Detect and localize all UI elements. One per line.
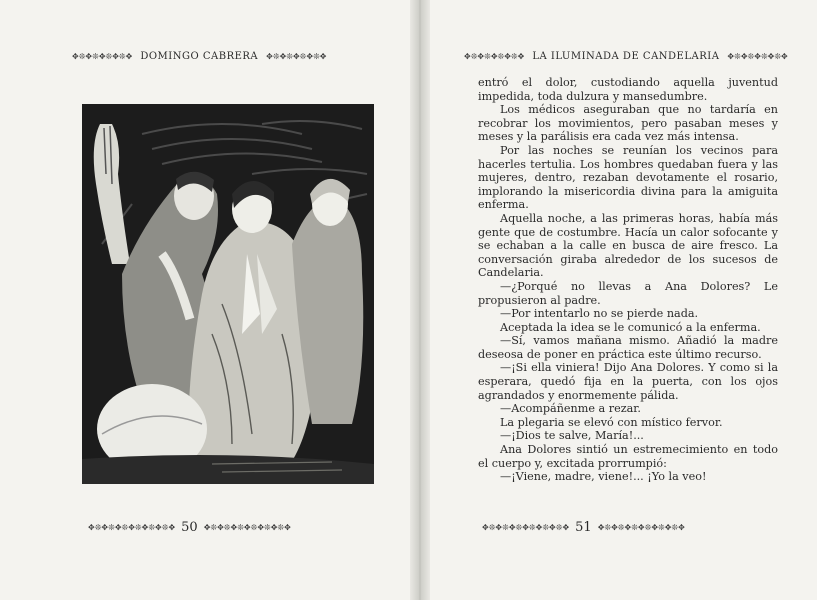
right-page-header <box>464 51 788 62</box>
page-number: 51 <box>575 520 592 535</box>
right-page <box>430 0 817 600</box>
right-page-footer <box>482 520 685 535</box>
page-number: 50 <box>181 520 198 535</box>
paragraph: —¡Viene, madre, viene!... ¡Yo la veo! <box>500 470 707 484</box>
footer-ornament-left: ✥❊✥❊✥❊✥❊✥❊✥❊✥ <box>482 523 570 532</box>
paragraph: Por las noches se reunían los vecinos para hacerles tertulia. Los hombres quedaban fuera y las mujeres, dentro, rezaban devotamente el rosario, implorando la misericordia divina para la amiguita enferma. <box>478 143 778 212</box>
paragraph: Aceptada la idea se le comunicó a la enferma. <box>500 320 761 334</box>
paragraph: Aquella noche, a las primeras horas, había más gente que de costumbre. Hacía un calor sofocante y se echaban a la calle en busca de aire fresco. La conversación giraba alrededor de los sucesos de Candelaria. <box>478 211 778 280</box>
book-gutter <box>410 0 430 600</box>
ornament-left: ✥❊✥❊✥❊✥❊✥ <box>72 52 133 61</box>
right-page-title: LA ILUMINADA DE CANDELARIA <box>532 51 720 62</box>
paragraph: entró el dolor, custodiando aquella juventud impedida, toda dulzura y mansedumbre. <box>478 76 778 103</box>
left-page-header <box>72 51 326 62</box>
woodcut-illustration <box>82 104 374 484</box>
left-page-footer <box>88 520 291 535</box>
paragraph: Los médicos aseguraban que no tardaría en recobrar los movimientos, pero pasaban meses y meses y la parálisis era cada vez más intensa. <box>478 103 778 144</box>
paragraph: —Acompáñenme a rezar. <box>500 402 641 416</box>
paragraph: —Por intentarlo no se pierde nada. <box>500 307 699 321</box>
paragraph: —¿Porqué no llevas a Ana Dolores? Le propusieron al padre. <box>478 279 778 307</box>
paragraph: —¡Si ella viniera! Dijo Ana Dolores. Y como si la esperara, quedó fija en la puerta, con los ojos agrandados y enormemente pálida. <box>478 361 778 402</box>
paragraph: —¡Dios te salve, María!... <box>500 429 644 443</box>
body-text <box>478 76 778 484</box>
footer-ornament-left: ✥❊✥❊✥❊✥❊✥❊✥❊✥ <box>88 523 176 532</box>
paragraph: —Sí, vamos mañana mismo. Añadió la madre deseosa de poner en práctica este último recurso. <box>478 334 778 361</box>
paragraph: Ana Dolores sintió un estremecimiento en todo el cuerpo y, excitada prorrumpió: <box>478 443 778 470</box>
ornament-right: ✥❊✥❊✥❊✥❊✥ <box>266 52 327 61</box>
footer-ornament-right: ✥❊✥❊✥❊✥❊✥❊✥❊✥ <box>597 523 685 532</box>
paragraph: La plegaria se elevó con místico fervor. <box>500 415 723 429</box>
left-page-title: DOMINGO CABRERA <box>140 51 259 62</box>
ornament-left: ✥❊✥❊✥❊✥❊✥ <box>464 52 525 61</box>
ornament-right: ✥❊✥❊✥❊✥❊✥ <box>727 52 788 61</box>
footer-ornament-right: ✥❊✥❊✥❊✥❊✥❊✥❊✥ <box>203 523 291 532</box>
